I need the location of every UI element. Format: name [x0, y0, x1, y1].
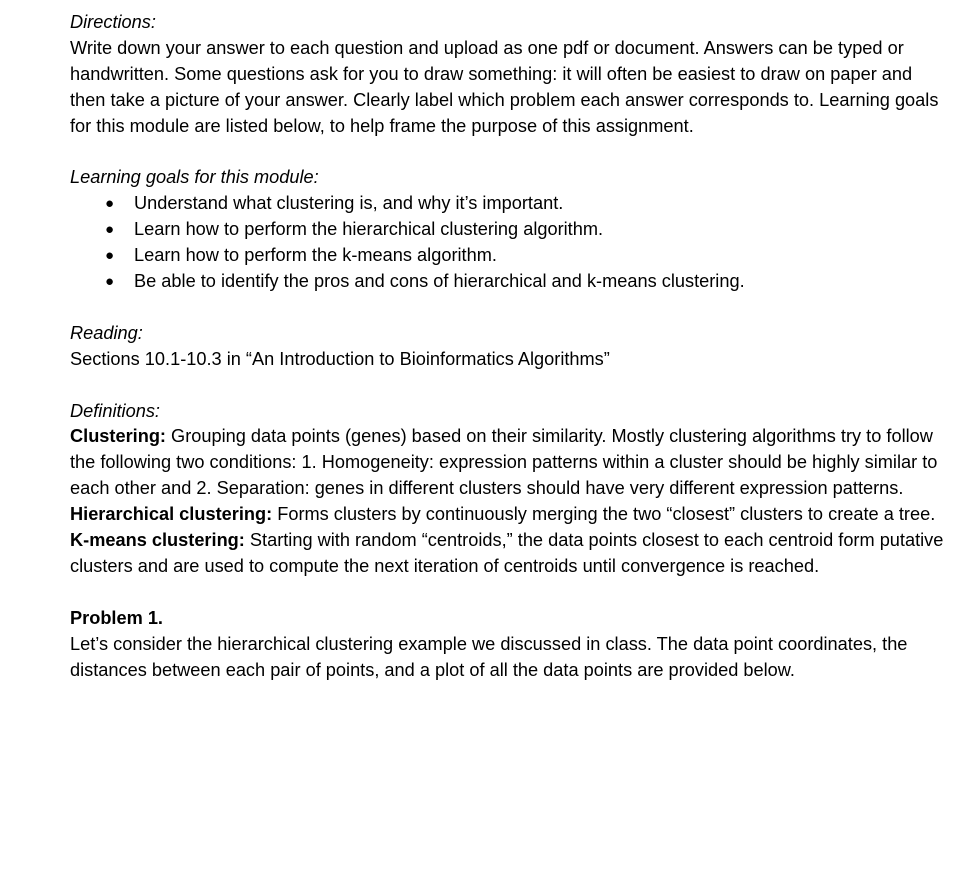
list-item: [70, 191, 950, 217]
list-item-text: Be able to identify the pros and cons of hierarchical and k-means clustering.: [134, 271, 745, 292]
learning-goals-label: Learning goals for this module:: [70, 167, 319, 188]
definition-text: Grouping data points (genes) based on their similarity. Mostly clustering algorithms try to follow the following two conditions: 1. Homogeneity: expression patterns within a cluster should be highly similar to each other and 2. Separation: genes in different clusters should have very different expression patterns.: [70, 426, 938, 499]
definition-text: Starting with random “centroids,” the data points closest to each centroid form putative clusters and are used to compute the next iteration of centroids until convergence is reached.: [70, 530, 944, 576]
directions-section: [70, 10, 950, 140]
spacer: [70, 295, 950, 321]
bullet-icon: ●: [105, 273, 115, 291]
definition-term: Clustering:: [70, 426, 166, 447]
assignment-document: [70, 10, 950, 684]
list-item: [70, 217, 950, 243]
definitions-label: Definitions:: [70, 400, 160, 421]
directions-label: Directions:: [70, 12, 156, 32]
list-item-text: Understand what clustering is, and why it’s important.: [134, 193, 564, 214]
problem-1-text: Let’s consider the hierarchical clustering example we discussed in class. The data point coordinates, the distances between each pair of points, and a plot of all the data points are provided below.: [70, 633, 908, 680]
learning-goals-section: [70, 165, 950, 295]
bullet-icon: ●: [105, 247, 115, 265]
definition-k-means-clustering: [70, 528, 950, 580]
directions-text: Write down your answer to each question and upload as one pdf or document. Answers can be typed or handwritten. Some questions ask for you to draw something: it will often be easiest to draw on paper and then take a picture of your answer. Clearly label which problem each answer corresponds to. Learning goals for this module are listed below, to help frame the purpose of this assignment.: [70, 37, 939, 136]
list-item: [70, 269, 950, 295]
definition-clustering: [70, 424, 950, 502]
bullet-icon: ●: [105, 195, 115, 213]
list-item: [70, 243, 950, 269]
definition-term: Hierarchical clustering:: [70, 504, 273, 525]
definition-text: Forms clusters by continuously merging the two “closest” clusters to create a tree.: [272, 504, 936, 525]
bullet-icon: ●: [105, 221, 115, 239]
reading-label: Reading:: [70, 322, 143, 343]
reading-section: [70, 321, 950, 373]
definitions-section: [70, 399, 950, 580]
list-item-text: Learn how to perform the k-means algorithm.: [134, 245, 497, 266]
problem-1-section: [70, 606, 950, 684]
list-item-text: Learn how to perform the hierarchical clustering algorithm.: [134, 219, 604, 240]
reading-text: Sections 10.1-10.3 in “An Introduction to Bioinformatics Algorithms”: [70, 348, 610, 369]
definition-term: K-means clustering:: [70, 530, 245, 551]
learning-goals-list: [70, 191, 950, 295]
spacer: [70, 580, 950, 606]
spacer: [70, 373, 950, 399]
definition-hierarchical-clustering: [70, 502, 950, 528]
spacer: [70, 140, 950, 166]
problem-1-title: Problem 1.: [70, 607, 163, 628]
